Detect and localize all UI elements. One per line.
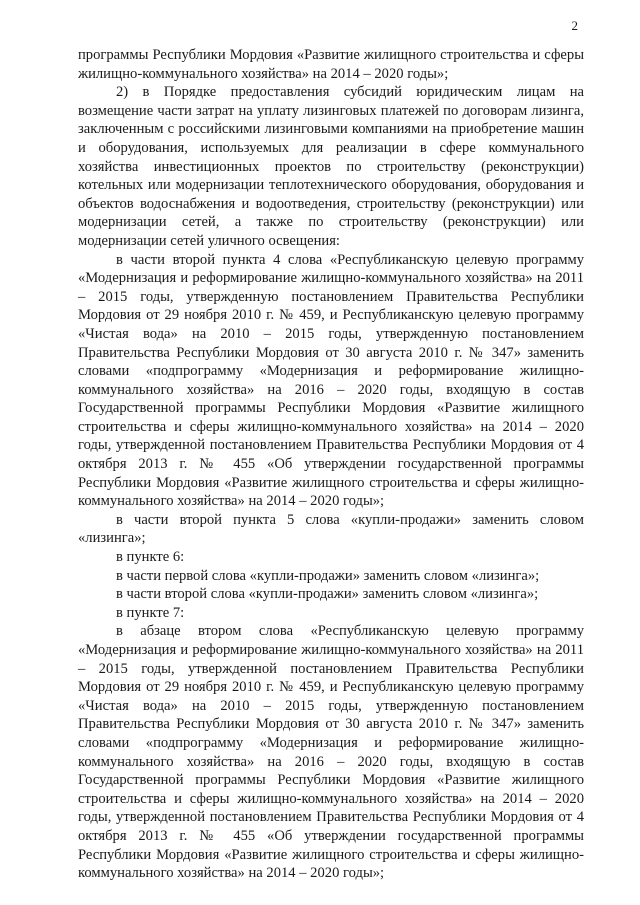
paragraph: в пункте 6: (116, 549, 185, 566)
paragraph: в абзаце втором слова «Республиканскую целевую программу «Модернизация и реформирование жилищно-коммунального хозяйства» на 2011 – 2015 годы, утвержденной постановлением Правительства Республики Мордовия от 29 ноября 2010 г. № 459, и Республиканскую целевую программу «Чистая вода» на 2010 – 2015 годы, утвержденную постановлением Правительства Республики Мордовия от 30 августа 2010 г. № 347» заменить словами «подпрограмму «Модернизация и реформирование жилищно-коммунального хозяйства» на 2016 – 2020 годы, входящую в состав Государственной программы Республики Мордовия «Развитие жилищного строительства и сферы жилищно-коммунального хозяйства» на 2014 – 2020 годы, утвержденной постановлением Правительства Республики Мордовия от 4 октября 2013 г. № 455 «Об утверждении государственной программы Республики Мордовия «Развитие жилищного строительства и сферы жилищно-коммунального хозяйства» на 2014 – 2020 годы»; (78, 623, 584, 882)
paragraph: 2) в Порядке предоставления субсидий юридическим лицам на возмещение части затрат на уплату лизинговых платежей по договорам лизинга, заключенным с российскими лизинговыми компаниями на приобретение машин и оборудования, используемых для реализации в сфере коммунального хозяйства инвестиционных проектов по строительству (реконструкции) котельных или модернизации теплотехнического оборудования, оборудования и объектов водоснабжения и водоотведения, строительству (реконструкции) или модернизации сетей, а также по строительству (реконструкции) или модернизации сетей уличного освещения: (78, 84, 584, 249)
paragraph: в части второй пункта 4 слова «Республиканскую целевую программу «Модернизация и реформирование жилищно-коммунального хозяйства» на 2011 – 2015 годы, утвержденную постановлением Правительства Республики Мордовия от 29 ноября 2010 г. № 459, и Республиканскую целевую программу «Чистая вода» на 2010 – 2015 годы, утвержденную постановлением Правительства Республики Мордовия от 30 августа 2010 г. № 347» заменить словами «подпрограмму «Модернизация и реформирование жилищно-коммунального хозяйства» на 2016 – 2020 годы, входящую в состав Государственной программы Республики Мордовия «Развитие жилищного строительства и сферы жилищно-коммунального хозяйства» на 2014 – 2020 годы, утвержденной постановлением Правительства Республики Мордовия от 4 октября 2013 г. № 455 «Об утверждении государственной программы Республики Мордовия «Развитие жилищного строительства и сферы жилищно-коммунального хозяйства» на 2014 – 2020 годы»; (78, 251, 584, 510)
document-body (78, 46, 584, 883)
paragraph: в части второй пункта 5 слова «купли-продажи» заменить словом «лизинга»; (78, 511, 584, 547)
page-number: 2 (571, 18, 578, 33)
paragraph: в пункте 7: (116, 604, 185, 621)
paragraph: в части первой слова «купли-продажи» заменить словом «лизинга»; (116, 567, 540, 584)
paragraph: в части второй слова «купли-продажи» заменить словом «лизинга»; (116, 586, 539, 603)
paragraph: программы Республики Мордовия «Развитие жилищного строительства и сферы жилищно-коммунального хозяйства» на 2014 – 2020 годы»; (78, 47, 584, 82)
